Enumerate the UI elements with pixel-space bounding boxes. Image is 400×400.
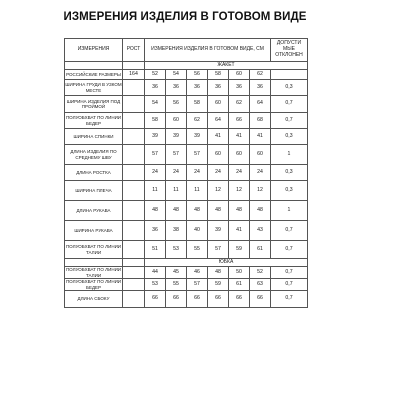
tolerance-value: 0,3	[271, 165, 308, 181]
size-value: 59	[208, 279, 229, 291]
measure-name: ДЛИНА ИЗДЕЛИЯ ПО СРЕДНЕМУ ШВУ	[65, 145, 123, 165]
measure-name: ШИРИНА ПЛЕЧА	[65, 181, 123, 201]
size-value: 54	[166, 70, 187, 80]
measure-name: ШИРИНА ГРУДИ В УЗКОМ МЕСТЕ	[65, 80, 123, 96]
table-row	[65, 241, 308, 259]
size-value: 36	[166, 80, 187, 96]
table-row	[65, 201, 308, 221]
size-value: 66	[187, 291, 208, 308]
tolerance-value: 0,3	[271, 129, 308, 145]
size-value: 53	[145, 279, 166, 291]
header-tolerance: ДОПУСТИ МЫЕ ОТКЛОНЕН	[271, 39, 308, 62]
height-value	[123, 241, 145, 259]
measure-name: ДЛИНА СБОКУ	[65, 291, 123, 308]
tolerance-value	[271, 70, 308, 80]
size-value: 38	[166, 221, 187, 241]
tolerance-value: 0,7	[271, 267, 308, 279]
table-row	[65, 165, 308, 181]
measure-name: ШИРИНА РУКАВА	[65, 221, 123, 241]
size-value: 40	[187, 221, 208, 241]
size-value: 24	[208, 165, 229, 181]
table-row	[65, 70, 308, 80]
section-label-jacket: ЖАКЕТ	[145, 62, 308, 70]
size-value: 56	[166, 96, 187, 113]
size-value: 59	[229, 241, 250, 259]
size-value: 45	[166, 267, 187, 279]
empty-cell	[65, 259, 123, 267]
height-value	[123, 291, 145, 308]
size-value: 41	[229, 221, 250, 241]
size-value: 36	[208, 80, 229, 96]
header-row	[65, 39, 308, 62]
height-value	[123, 279, 145, 291]
size-value: 66	[229, 113, 250, 129]
table-row	[65, 181, 308, 201]
size-value: 24	[250, 165, 271, 181]
size-value: 48	[166, 201, 187, 221]
size-value: 36	[229, 80, 250, 96]
tolerance-value: 0,7	[271, 291, 308, 308]
table-row	[65, 113, 308, 129]
section-row-skirt	[65, 259, 308, 267]
size-value: 60	[229, 70, 250, 80]
size-value: 57	[145, 145, 166, 165]
size-value: 36	[145, 221, 166, 241]
tolerance-value: 0,3	[271, 80, 308, 96]
size-value: 64	[208, 113, 229, 129]
size-value: 48	[208, 267, 229, 279]
measure-name: ПОЛУОБХВАТ ПО ЛИНИИ ТАЛИИ	[65, 241, 123, 259]
measure-name: ДЛИНА РОСТКА	[65, 165, 123, 181]
size-value: 44	[145, 267, 166, 279]
empty-cell	[65, 62, 123, 70]
size-value: 57	[187, 145, 208, 165]
height-value	[123, 96, 145, 113]
size-value: 54	[145, 96, 166, 113]
size-value: 60	[166, 113, 187, 129]
tolerance-value: 0,7	[271, 279, 308, 291]
table-row	[65, 145, 308, 165]
size-value: 61	[250, 241, 271, 259]
size-value: 58	[145, 113, 166, 129]
size-value: 60	[208, 96, 229, 113]
size-value: 48	[250, 201, 271, 221]
size-value: 64	[250, 96, 271, 113]
empty-cell	[123, 259, 145, 267]
size-value: 24	[187, 165, 208, 181]
size-value: 24	[166, 165, 187, 181]
tolerance-value: 0,3	[271, 181, 308, 201]
size-value: 43	[250, 221, 271, 241]
size-value: 61	[229, 279, 250, 291]
size-value: 24	[145, 165, 166, 181]
size-value: 36	[250, 80, 271, 96]
size-value: 57	[166, 145, 187, 165]
measure-name: ДЛИНА РУКАВА	[65, 201, 123, 221]
size-value: 57	[187, 279, 208, 291]
empty-cell	[123, 62, 145, 70]
size-value: 56	[187, 70, 208, 80]
size-value: 41	[208, 129, 229, 145]
tolerance-value: 0,7	[271, 113, 308, 129]
table-row	[65, 291, 308, 308]
size-value: 46	[187, 267, 208, 279]
height-value: 164	[123, 70, 145, 80]
measure-name: РОССИЙСКИЕ РАЗМЕРЫ	[65, 70, 123, 80]
size-value: 66	[208, 291, 229, 308]
size-value: 41	[229, 129, 250, 145]
tolerance-value: 1	[271, 201, 308, 221]
height-value	[123, 129, 145, 145]
height-value	[123, 145, 145, 165]
table-row	[65, 80, 308, 96]
size-value: 53	[166, 241, 187, 259]
size-value: 48	[145, 201, 166, 221]
size-value: 55	[166, 279, 187, 291]
height-value	[123, 165, 145, 181]
size-value: 39	[187, 129, 208, 145]
size-value: 48	[187, 201, 208, 221]
tolerance-value: 0,7	[271, 96, 308, 113]
size-value: 62	[250, 70, 271, 80]
size-value: 52	[145, 70, 166, 80]
measure-name: ПОЛУОБХВАТ ПО ЛИНИИ БЕДЕР	[65, 279, 122, 290]
section-label-skirt: ЮБКА	[145, 259, 308, 267]
measure-name: ПОЛУОБХВАТ ПО ЛИНИИ БЕДЕР	[65, 113, 123, 129]
height-value	[123, 267, 145, 279]
size-value: 66	[166, 291, 187, 308]
size-value: 58	[187, 96, 208, 113]
header-sizes: ИЗМЕРЕНИЯ ИЗДЕЛИЯ В ГОТОВОМ ВИДЕ, СМ	[145, 39, 271, 62]
tolerance-value: 0,7	[271, 221, 308, 241]
size-value: 11	[145, 181, 166, 201]
size-value: 58	[208, 70, 229, 80]
size-value: 39	[166, 129, 187, 145]
size-value: 12	[250, 181, 271, 201]
header-height: РОСТ	[123, 39, 145, 62]
size-value: 66	[250, 291, 271, 308]
size-value: 48	[229, 201, 250, 221]
size-value: 48	[208, 201, 229, 221]
measure-name: ШИРИНА ИЗДЕЛИЯ ПОД ПРОЙМОЙ	[65, 96, 123, 113]
size-value: 39	[208, 221, 229, 241]
table-row	[65, 96, 308, 113]
size-value: 63	[250, 279, 271, 291]
measure-name: ПОЛУОБХВАТ ПО ЛИНИИ ТАЛИИ	[65, 267, 122, 278]
size-value: 39	[145, 129, 166, 145]
size-value: 12	[208, 181, 229, 201]
size-value: 41	[250, 129, 271, 145]
tolerance-value: 1	[271, 145, 308, 165]
size-value: 24	[229, 165, 250, 181]
size-value: 11	[187, 181, 208, 201]
size-value: 60	[250, 145, 271, 165]
size-value: 66	[229, 291, 250, 308]
size-value: 66	[145, 291, 166, 308]
measurement-table	[64, 38, 308, 308]
measurement-sheet	[62, 0, 308, 400]
size-value: 60	[229, 145, 250, 165]
size-value: 62	[187, 113, 208, 129]
size-value: 68	[250, 113, 271, 129]
size-value: 52	[250, 267, 271, 279]
size-value: 12	[229, 181, 250, 201]
size-value: 57	[208, 241, 229, 259]
table-row	[65, 267, 308, 279]
height-value	[123, 113, 145, 129]
table-row	[65, 221, 308, 241]
height-value	[123, 80, 145, 96]
size-value: 62	[229, 96, 250, 113]
height-value	[123, 221, 145, 241]
size-value: 51	[145, 241, 166, 259]
height-value	[123, 201, 145, 221]
size-value: 55	[187, 241, 208, 259]
section-row-jacket	[65, 62, 308, 70]
page-title: ИЗМЕРЕНИЯ ИЗДЕЛИЯ В ГОТОВОМ ВИДЕ	[63, 11, 307, 23]
table-row	[65, 279, 308, 291]
measure-name: ШИРИНА СПИНКИ	[65, 129, 123, 145]
size-value: 50	[229, 267, 250, 279]
size-value: 36	[187, 80, 208, 96]
table-row	[65, 129, 308, 145]
size-value: 11	[166, 181, 187, 201]
height-value	[123, 181, 145, 201]
header-measure: ИЗМЕРЕНИЯ	[65, 39, 123, 62]
size-value: 60	[208, 145, 229, 165]
tolerance-value: 0,7	[271, 241, 308, 259]
size-value: 36	[145, 80, 166, 96]
